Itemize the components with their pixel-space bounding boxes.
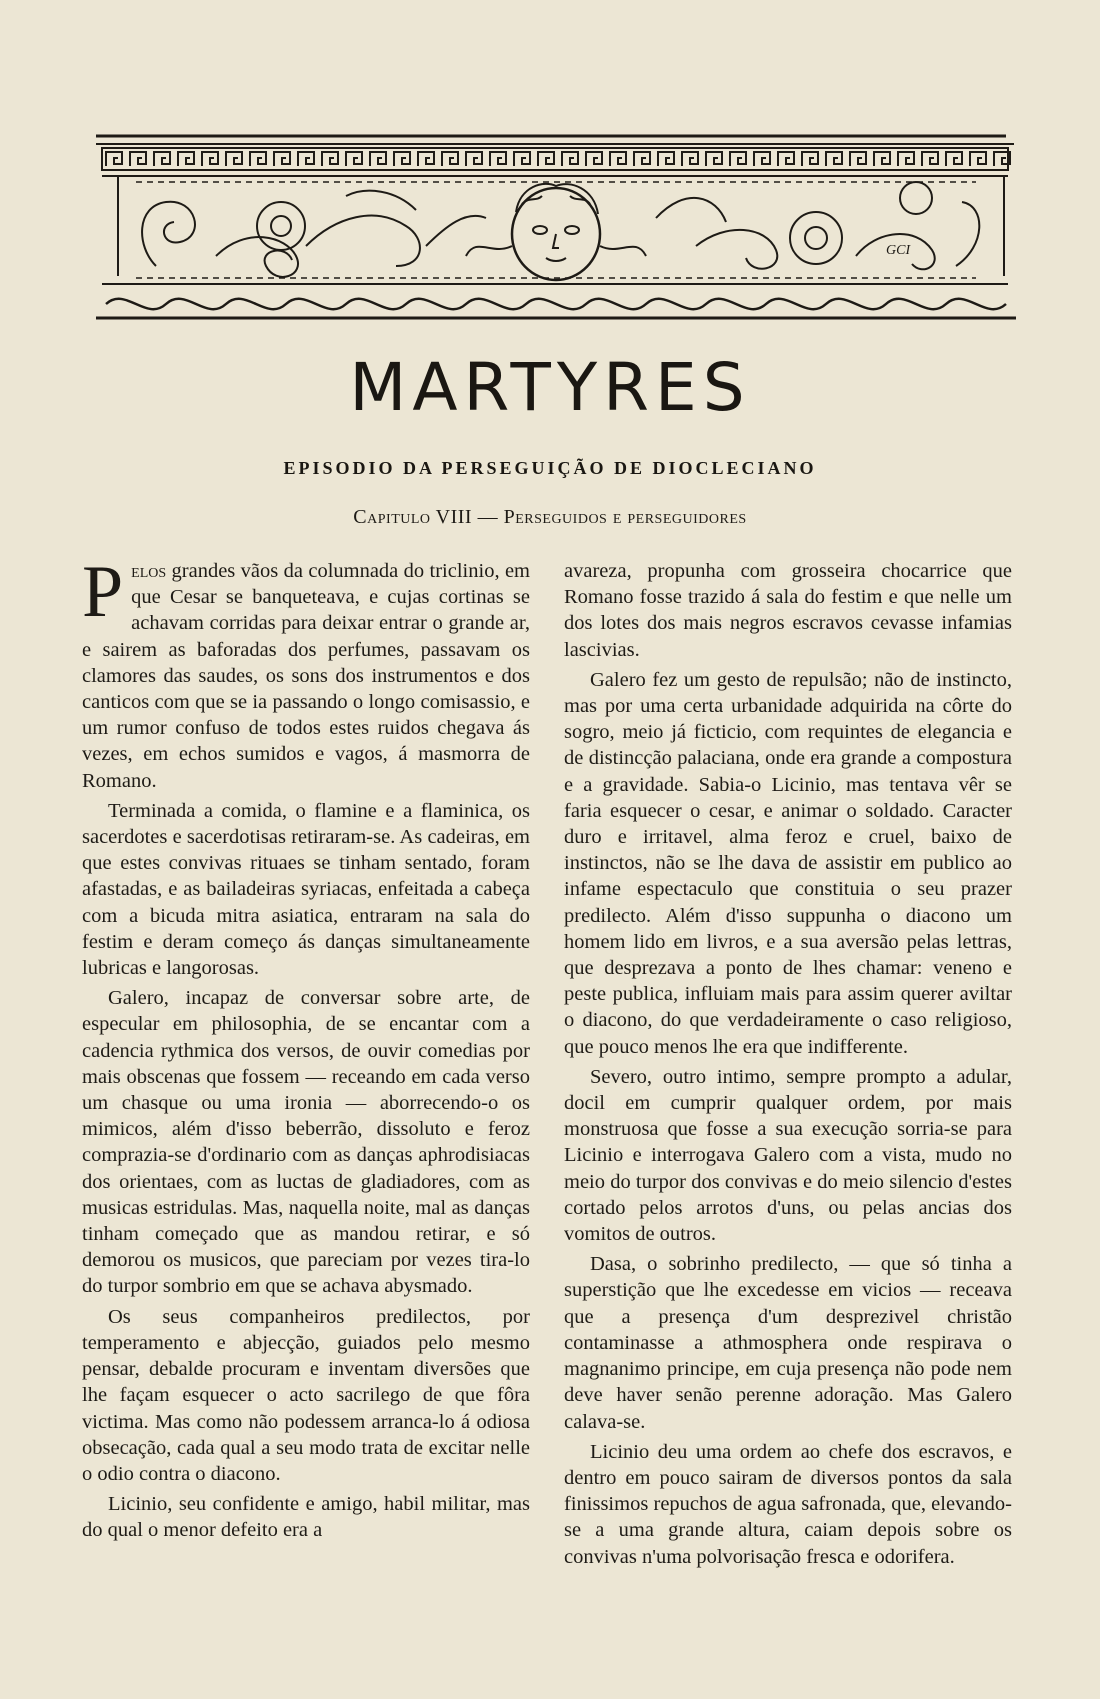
paragraph: Dasa, o sobrinho predilecto, — que só tinha a superstição que lhe excedesse em vicios — receava que a presença d'um desprezivel christão contaminasse a athmosphera onde respirava o magnanimo principe, em cuja presença não pode nem deve haver senão perenne adoração. Mas Galero calava-se. (564, 1253, 1012, 1433)
greek-key-motif (202, 152, 218, 166)
ornament-signature: GCI (886, 243, 911, 258)
greek-key-motif (106, 152, 122, 166)
greek-key-motif (370, 152, 386, 166)
greek-key-motif (250, 152, 266, 166)
greek-key-motif (802, 152, 818, 166)
paragraph: Os seus companheiros predilectos, por temperamento e abjecção, guiados pelo mesmo pensar, debalde procuram e inventam diversões que lhe façam esquecer o acto sacrilego de que fôra victima. Mas como não podessem arranca-lo á odiosa obsecação, cada qual a seu modo trata de excitar nelle o odio contra o diacono. (82, 1305, 530, 1485)
greek-key-motif (730, 152, 746, 166)
greek-key-motif (778, 152, 794, 166)
paragraph-text: grandes vãos da columnada do triclinio, em que Cesar se banqueteava, e cujas cortinas se achavam corridas para deixar entrar o grande ar, e sairem as baforadas dos perfumes, passavam os clamores das saudes, os sons dos instrumentos e dos canticos com que se ia passando o longo comisassio, e um rumor confuso de todos estes ruidos chegava ás vezes, em echos sumidos e vagos, á masmorra de Romano. (82, 560, 530, 792)
paragraph: Galero fez um gesto de repulsão; não de instincto, mas por uma certa urbanidade adquirida na côrte do sogro, meio já ficticio, com requintes de elegancia e de distincção palaciana, onde era grande a compostura e a gravidade. Sabia-o Licinio, mas tentava vêr se faria esquecer o cesar, e animar o soldado. Caracter duro e irritavel, alma feroz e cruel, baixo de instinctos, não se lhe dava de assistir em publico ao infame espectaculo que constituia o seu prazer predilecto. Além d'isso suppunha o diacono um homem lido em livros, e a sua aversão pelas lettras, que desprezava a ponto de lhes chamar: veneno e peste publica, influiam mais para assim querer aviltar o diacono, do que verdadeiramente o caso religioso, que pouco menos lhe era que indifferente. (564, 668, 1012, 1058)
greek-key-motif (154, 152, 170, 166)
greek-key-motif (346, 152, 362, 166)
greek-key-motif (898, 152, 914, 166)
left-column (82, 551, 530, 1548)
paragraph (82, 551, 530, 794)
greek-key-motif (274, 152, 290, 166)
drop-cap: P (82, 551, 124, 633)
greek-key-motif (682, 152, 698, 166)
first-word: elos (131, 560, 167, 582)
greek-key-frieze-icon (96, 126, 1016, 326)
greek-key-motif (658, 152, 674, 166)
greek-key-motif (946, 152, 962, 166)
greek-key-motif (130, 152, 146, 166)
greek-key-motif (562, 152, 578, 166)
greek-key-motif (538, 152, 554, 166)
greek-key-motif (394, 152, 410, 166)
paragraph: Galero, incapaz de conversar sobre arte, de especular em philosophia, de se encantar com a cadencia rythmica dos versos, de ouvir comedias por mais obscenas que fossem — receando em cada verso um chasque ou uma ironia — aborrecendo-o os mimicos, além d'isso beberrão, dissoluto e feroz comprazia-se d'ordinario com as danças aphrodisiacas dos orientaes, com as luctas de gladiadores, com as musicas estridulas. Mas, naquella noite, mal as danças tinham começado que as mandou retirar, e só demorou os musicos, que pareciam por vezes tira-lo do turpor sombrio em que se achava abysmado. (82, 987, 530, 1298)
paragraph: Terminada a comida, o flamine e a flaminica, os sacerdotes e sacerdotisas retiraram-se. As cadeiras, em que estes convivas rituaes se tinham sentado, foram afastadas, e as bailadeiras syriacas, enfeitada a cabeça com a bicuda mitra asiatica, entraram na sala do festim e deram começo ás danças simultaneamente lubricas e langorosas. (82, 799, 530, 980)
greek-key-motif (418, 152, 434, 166)
greek-key-motif (634, 152, 650, 166)
greek-key-motif (490, 152, 506, 166)
greek-key-motif (322, 152, 338, 166)
chapter-heading (0, 506, 1100, 529)
greek-key-motif (874, 152, 890, 166)
chapter-title: Perseguidos e perseguidores (503, 506, 747, 528)
greek-key-motif (970, 152, 986, 166)
greek-key-motif (706, 152, 722, 166)
chapter-label: Capitulo VIII (353, 506, 473, 528)
paragraph: Severo, outro intimo, sempre prompto a adular, docil em cumprir qualquer ordem, por mais monstruosa que fosse a sua execução sorria-se para Licinio e interrogava Galero com a vista, mudo no meio do turpor dos convivas e do meio silencio d'estes cortado pelos arrotos d'uns, ou pelas ancias dos vomitos de outros. (564, 1065, 1012, 1246)
greek-key-motif (178, 152, 194, 166)
paragraph: Licinio deu uma ordem ao chefe dos escravos, e dentro em pouco sairam de diversos pontos da sala finissimos repuchos de agua safronada, que, elevando-se a uma grande altura, caiam depois sobre os convivas n'uma polvorisação fresca e odorifera. (564, 1440, 1012, 1568)
subtitle: EPISODIO DA PERSEGUIÇÃO DE DIOCLECIANO (283, 458, 817, 478)
page-title: MARTYRES (349, 349, 751, 426)
greek-key-motif (514, 152, 530, 166)
chapter-separator: — (472, 506, 504, 528)
greek-key-motif (826, 152, 842, 166)
paragraph: avareza, propunha com grosseira chocarrice que Romano fosse trazido á sala do festim e que nelle um dos lotes dos mais negros escravos cevasse infamias lascivias. (564, 560, 1012, 661)
right-column (564, 558, 1012, 1574)
greek-key-motif (466, 152, 482, 166)
greek-key-motif (754, 152, 770, 166)
greek-key-motif (442, 152, 458, 166)
greek-key-motif (226, 152, 242, 166)
greek-key-motif (850, 152, 866, 166)
paragraph: Licinio, seu confidente e amigo, habil militar, mas do qual o menor defeito era a (82, 1493, 530, 1542)
greek-key-motif (610, 152, 626, 166)
greek-key-motif (922, 152, 938, 166)
greek-key-motif (586, 152, 602, 166)
greek-key-motif (298, 152, 314, 166)
